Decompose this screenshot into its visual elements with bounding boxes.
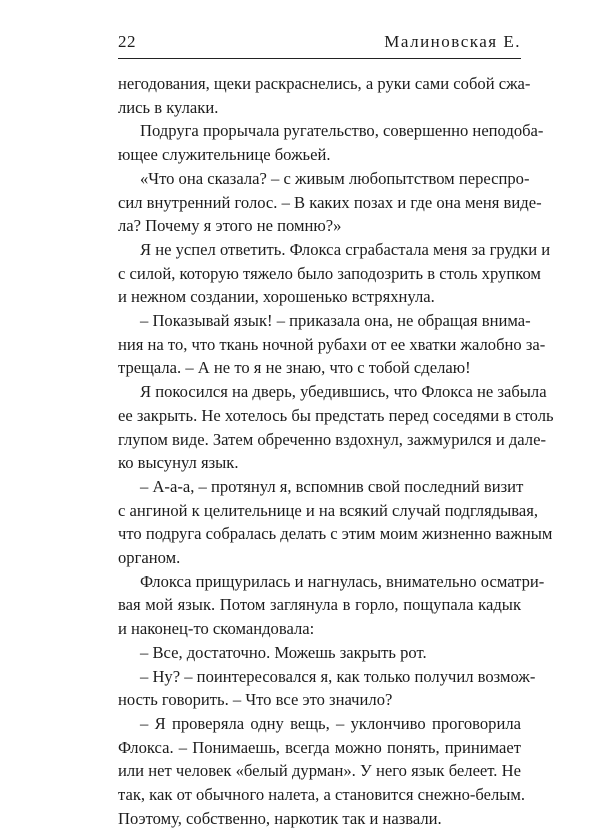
text-line: ла? Почему я этого не помню?»: [118, 216, 342, 236]
text-line: Флокса прищурилась и нагнулась, внимательно осматри-: [140, 571, 545, 591]
text-line: ность говорить. – Что все это значило?: [118, 690, 393, 710]
text-line: или нет человек «белый дурман». У него язык белеет. Не: [118, 761, 521, 781]
text-line: с ангиной к целительнице и на всякий случай подглядывая,: [118, 500, 539, 520]
text-line: глупом виде. Затем обреченно вздохнул, зажмурился и дале-: [118, 429, 546, 449]
text-line: органом.: [118, 548, 181, 568]
text-line: – Ну? – поинтересовался я, как только получил возмож-: [140, 666, 536, 686]
text-line: ния на то, что ткань ночной рубахи от ее хватки жалобно за-: [118, 334, 546, 354]
text-line: – Я проверяла одну вещь, – уклончиво проговорила: [140, 713, 521, 733]
page-header: [118, 30, 521, 59]
text-line: Я покосился на дверь, убедившись, что Флокса не забыла: [140, 382, 547, 402]
body-text: [118, 72, 554, 831]
text-line: и нежном создании, хорошенько встряхнула.: [118, 287, 435, 307]
text-line: с силой, которую тяжело было заподозрить в столь хрупком: [118, 263, 541, 283]
text-line: ее закрыть. Не хотелось бы предстать перед соседями в столь: [118, 405, 554, 425]
text-line: негодования, щеки раскраснелись, а руки сами собой сжа-: [118, 74, 531, 93]
text-line: ющее служительнице божьей.: [118, 145, 331, 165]
text-line: – Показывай язык! – приказала она, не обращая внима-: [140, 311, 531, 331]
text-line: трещала. – А не то я не знаю, что с тобой сделаю!: [118, 358, 471, 378]
text-line: и наконец-то скомандовала:: [118, 619, 315, 639]
text-line: «Что она сказала? – с живым любопытством переспро-: [140, 168, 530, 188]
text-line: Поэтому, собственно, наркотик так и назвали.: [118, 808, 442, 828]
running-head-author: Малиновская Е.: [384, 32, 521, 51]
text-line: вая мой язык. Потом заглянула в горло, пощупала кадык: [118, 595, 521, 615]
text-line: – Все, достаточно. Можешь закрыть рот.: [140, 642, 427, 662]
text-line: – А-а-а, – протянул я, вспомнив свой последний визит: [140, 476, 524, 496]
page-number: 22: [118, 32, 136, 51]
text-line: Я не успел ответить. Флокса сграбастала меня за грудки и: [140, 239, 551, 259]
text-line: лись в кулаки.: [118, 97, 219, 117]
text-line: Флокса. – Понимаешь, всегда можно понять, принимает: [118, 737, 521, 757]
text-line: ко высунул язык.: [118, 453, 239, 473]
text-line: что подруга собралась делать с этим моим жизненно важным: [118, 524, 553, 544]
text-line: сил внутренний голос. – В каких позах и где она меня виде-: [118, 192, 542, 212]
text-line: Подруга прорычала ругательство, совершенно неподоба-: [140, 121, 544, 141]
text-line: так, как от обычного налета, а становится снежно-белым.: [118, 785, 526, 805]
